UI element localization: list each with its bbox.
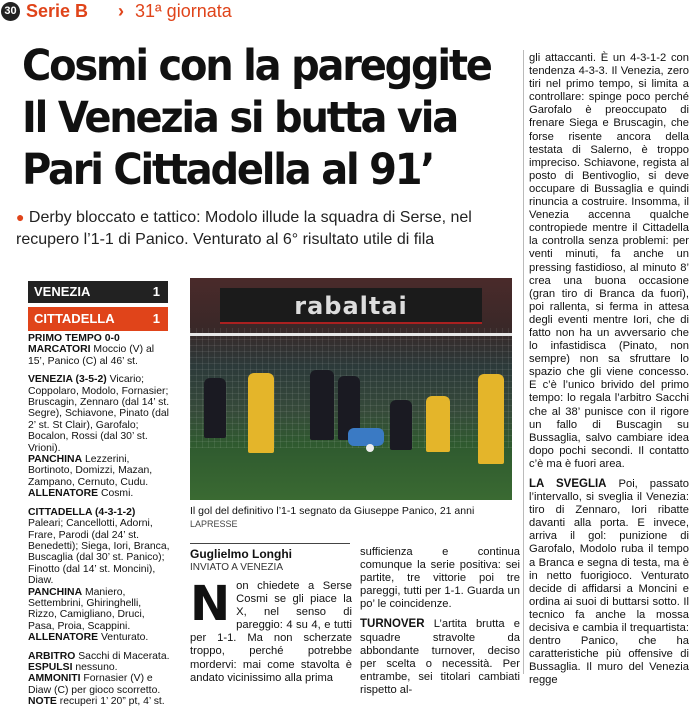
headline-line-1: Cosmi con la pareggite — [22, 41, 491, 91]
article-column-1 — [190, 576, 352, 685]
headline-line-3: Pari Cittadella al 91’ — [22, 145, 434, 195]
page-number: 30 — [1, 2, 20, 21]
subheadline — [16, 206, 526, 251]
player-figure — [390, 400, 412, 450]
player-figure — [478, 374, 504, 464]
away-team: CITTADELLA — [34, 311, 115, 326]
photo-credit: LAPRESSE — [190, 519, 238, 529]
player-figure — [204, 378, 226, 438]
goalkeeper-figure — [348, 428, 384, 446]
article-text: on chiedete a Serse Cosmi se gli piace la X, nel senso di pareggio: 4 su 4, e tutti per 1-1. Ma non scherzate troppo, perché potrebbe mordervi: mai come stavolta è andato vicinissimo alla prima — [190, 580, 352, 684]
player-figure — [426, 396, 450, 452]
tab-entry: MARCATORI Moccio (V) al 15’, Panico (C) al 46’ st. — [28, 344, 155, 367]
tab-entry: ESPULSI nessuno. — [28, 661, 118, 673]
bullet-icon: ● — [16, 209, 25, 225]
tab-entry: PRIMO TEMPO 0-0 — [28, 333, 120, 344]
ball-icon — [366, 444, 374, 452]
stadium-banner: rabaltai — [220, 288, 482, 324]
section-name: Serie B — [26, 1, 89, 21]
home-goals: 1 — [152, 284, 160, 299]
drop-cap: N — [190, 576, 231, 632]
player-figure — [248, 373, 274, 453]
photo-caption: Il gol del definitivo l’1-1 segnato da Giuseppe Panico, 21 anni LAPRESSE — [190, 505, 475, 529]
byline — [190, 543, 350, 574]
tab-entry: PANCHINA Lezzerini, Bortinoto, Domizzi, Mazan, Zampano, Cernuto, Cudu. — [28, 454, 153, 488]
column-divider — [523, 50, 524, 674]
article-paragraph: LA SVEGLIA Poi, passato l’intervallo, si sveglia il Venezia: tiro di Zennaro, Iori ribatte davanti alla porta. E invece, arriva il gol: punizione di Garofalo, Modolo ruba il tempo a Branca e segna di testa, ma è in netto fuorigioco. Venturato decide di affidarsi a Moncini e ordina ai suoi di buttarsi sotto. Il tecnico fa anche la mossa decisiva e cambia il trequartista: dentro Panico, che ha caratteristiche più offensive di Bussaglia. Il muro del Venezia regge — [529, 478, 689, 687]
tab-entry: ALLENATORE Cosmi. — [28, 488, 134, 500]
headline — [22, 40, 522, 196]
chevron-right-icon: › — [118, 1, 124, 21]
player-figure — [310, 370, 334, 440]
article-paragraph: gli attaccanti. È un 4-3-1-2 con tendenza 4-3-3. Il Venezia, zero tiri nel primo tempo, si limita a controllare: spinge poco perché Garofalo è preoccupato di frenare Siega e Bruscagin, che forse risente ancora della testata di Salerno, è troppo impreciso. Schiavone, regista al posto di Bentivoglio, si deve occupare di Bussaglia e quindi rinuncia a costruire. Insomma, il Venezia accenna qualche contropiede mentre il Cittadella la controlla senza problemi: per venti minuti, fa anche un pressing fastidioso, al minuto 8’ crea una buona occasione (gran tiro di Branca da fuori), poi rallenta, si ferma in attesa degli eventi mentre Iori, che di fatto non ha un avversario che lo infastidisca (Pinato, non sempre) non sa sfruttare lo spazio che gli viene concesso. E c’è l’unico brivido del primo tempo: lo regala l’arbitro Sacchi che al 38’ punisce con il rigore un fallo di Buscagin su Bussaglia, salvo cambiare idea dopo pochi secondi. Il contatto c’è ma è fuori area. — [529, 52, 689, 470]
author-role: INVIATO A VENEZIA — [190, 562, 283, 573]
tab-entry: ALLENATORE Venturato. — [28, 632, 149, 644]
headline-line-2: Il Venezia si butta via — [22, 93, 457, 143]
article-paragraph: TURNOVER L’artita brutta e squadre stravolte da abbondante turnover, deciso per scelta o necessità. Per entrambe, sei titolari cambiati rispetto al- — [360, 618, 520, 696]
author-name: Guglielmo Longhi — [190, 547, 292, 561]
tab-entry: ARBITRO Sacchi di Macerata. — [28, 650, 170, 662]
paragraph-lead: TURNOVER — [360, 618, 425, 631]
score-row-away — [28, 307, 168, 331]
tab-entry: AMMONITI Fornasier (V) e Diaw (C) per gioco scorretto. — [28, 673, 161, 696]
home-team: VENEZIA — [34, 284, 91, 299]
match-photo — [190, 278, 512, 500]
subheadline-text: Derby bloccato e tattico: Modolo illude la squadra di Serse, nel recupero l’1-1 di Panico. Venturato al 6° risultato utile di fila — [16, 209, 472, 248]
score-box — [28, 281, 168, 331]
goal-crossbar — [190, 333, 512, 336]
article-column-3 — [529, 52, 689, 695]
section-header — [0, 0, 698, 24]
tab-entry: PANCHINA Maniero, Settembrini, Ghiringhelli, Rizzo, Camigliano, Druci, Pasa, Proia, Scappini. — [28, 586, 145, 632]
paragraph-lead: LA SVEGLIA — [529, 478, 607, 490]
article-paragraph: sufficienza e continua comunque la serie positiva: sei partite, tre vittorie poi tre pareggi, tutti per 1-1. Guarda un po’ le coincidenze. — [360, 546, 520, 611]
tab-entry: CITTADELLA (4-3-1-2) Paleari; Cancellotti, Adorni, Frare, Parodi (dal 24’ st. Benedetti); Siega, Iori, Branca, Buscaglia (dal 30’ st. Panico); Finotto (dal 14’ st. Moncini), Diaw. — [28, 506, 170, 587]
score-row-home — [28, 281, 168, 303]
match-report — [28, 333, 172, 708]
tab-entry: VENEZIA (3-5-2) Vicario; Coppolaro, Modolo, Fornasier; Bruscagin, Zennaro (dal 14’ st. Segre), Schiavone, Pinato (dal 2’ st. St Clair), Garofalo; Bocalon, Rossi (dal 30’ st. Vrioni). — [28, 374, 170, 454]
article-column-2 — [360, 546, 520, 704]
round-label: 31ª giornata — [135, 1, 232, 21]
tab-entry: NOTE recuperi 1’ 20” pt, 4’ st. — [28, 696, 165, 708]
away-goals: 1 — [152, 311, 160, 326]
